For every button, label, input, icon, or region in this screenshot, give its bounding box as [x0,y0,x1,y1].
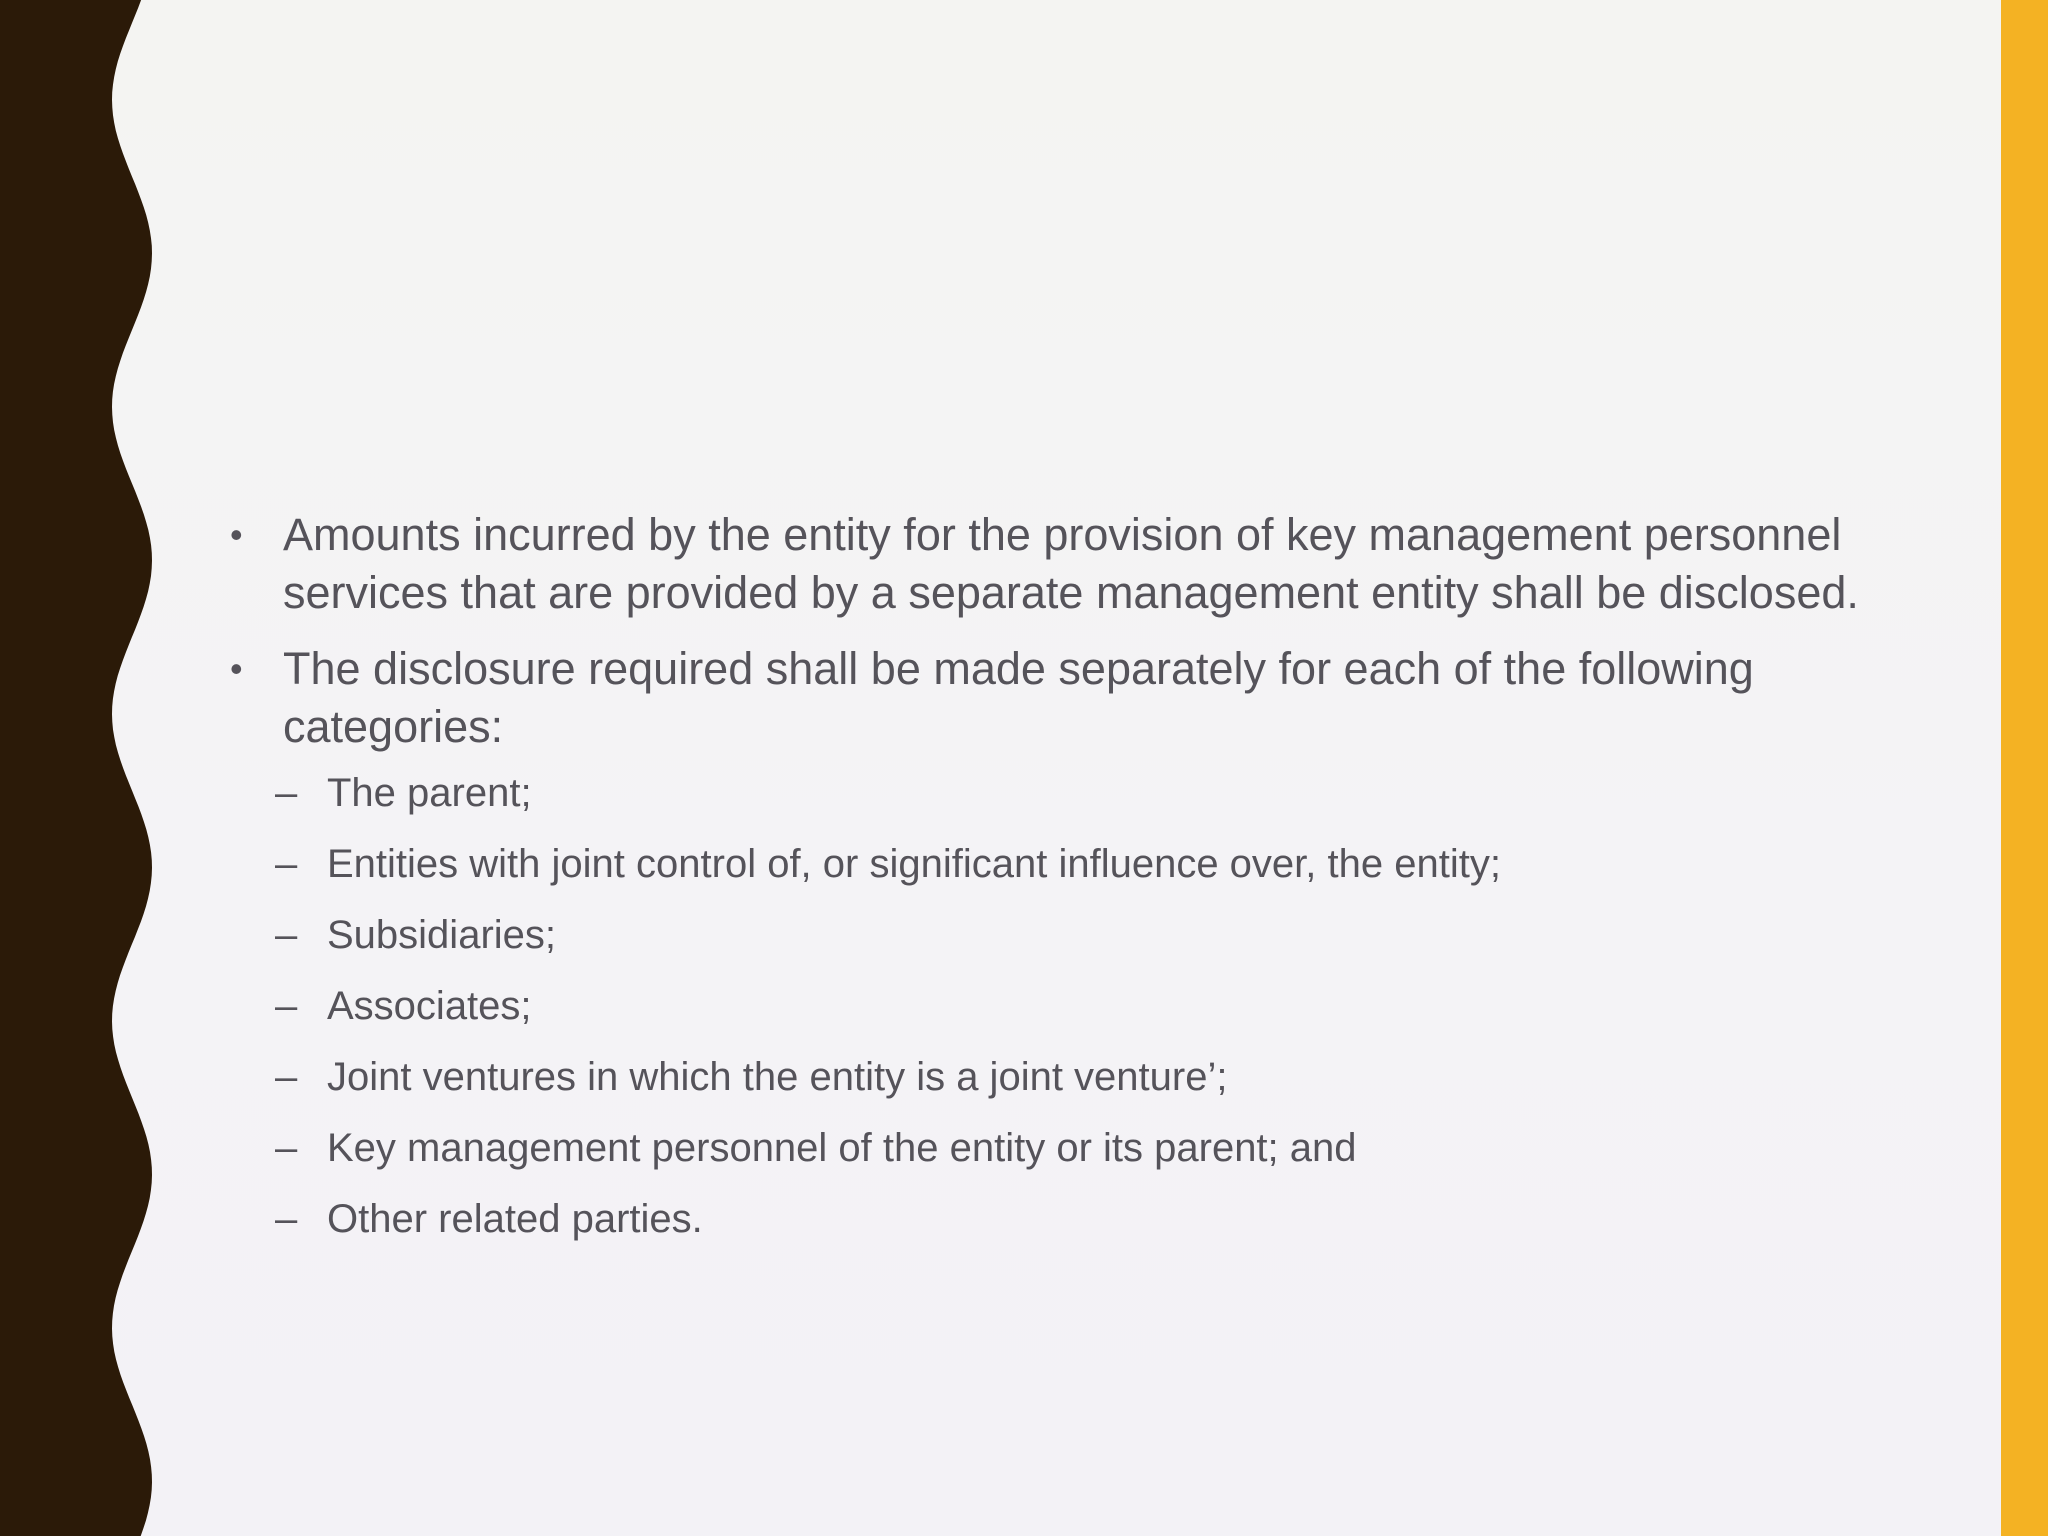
dash-marker: – [275,1055,298,1099]
dash-marker: – [275,913,298,957]
sub-bullet-item [225,910,1905,960]
dash-marker: – [275,1197,298,1241]
bullet-text: Amounts incurred by the entity for the provision of key management personnel services that are provided by a separate management entity shall be disclosed. [283,509,1859,618]
sub-bullet-text: Joint ventures in which the entity is a joint venture’; [327,1055,1228,1099]
slide-content [225,506,1905,1265]
dash-marker: – [275,984,298,1028]
sub-bullet-item [225,768,1905,818]
sub-bullet-text: Key management personnel of the entity or its parent; and [327,1126,1357,1170]
accent-bar [2001,0,2048,1536]
wave-border-decoration [0,0,170,1536]
sub-bullet-text: Entities with joint control of, or significant influence over, the entity; [327,842,1501,886]
bullet-list [225,506,1905,1244]
sub-bullet-item [225,981,1905,1031]
sub-bullet-item [225,1052,1905,1102]
bullet-text: The disclosure required shall be made separately for each of the following categories: [283,643,1754,752]
sub-bullet-list [275,768,1905,1244]
sub-bullet-text: Associates; [327,984,532,1028]
sub-bullet-item [225,1123,1905,1173]
bullet-item [225,506,1905,622]
dash-marker: – [275,1126,298,1170]
sub-bullet-text: Other related parties. [327,1197,703,1241]
bullet-marker: • [230,514,243,555]
sub-bullet-item [225,1194,1905,1244]
dash-marker: – [275,842,298,886]
sub-bullet-item [225,839,1905,889]
sub-bullet-text: Subsidiaries; [327,913,557,957]
bullet-marker: • [230,648,243,689]
bullet-item [225,640,1905,1244]
sub-bullet-text: The parent; [327,771,532,815]
dash-marker: – [275,771,298,815]
